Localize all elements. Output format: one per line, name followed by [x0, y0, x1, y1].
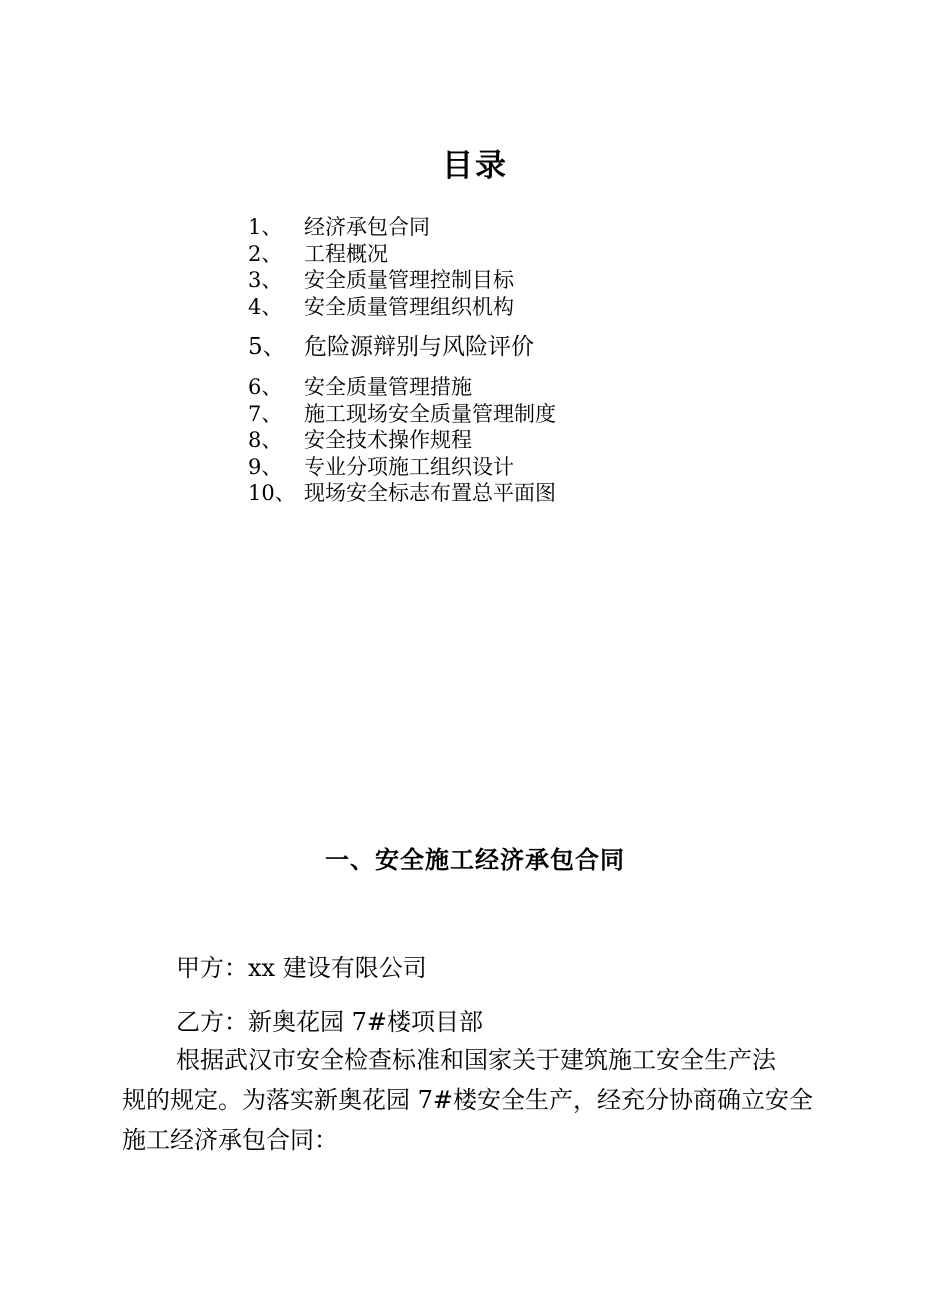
toc-item-number: 8、 [248, 428, 283, 452]
toc-item [248, 374, 556, 401]
toc-title: 目录 [442, 148, 508, 184]
toc-item-label: 经济承包合同 [304, 215, 430, 239]
toc-item-label: 安全质量管理控制目标 [304, 268, 514, 292]
toc-item [248, 241, 556, 268]
toc-list [248, 214, 556, 507]
toc-item-label: 工程概况 [304, 241, 388, 266]
toc-item-number: 9、 [248, 454, 283, 479]
toc-item [248, 294, 556, 321]
toc-item-label: 危险源辩别与风险评价 [304, 334, 534, 360]
section-title: 一、安全施工经济承包合同 [325, 846, 625, 874]
party-a-line: 甲方：xx 建设有限公司 [176, 954, 427, 982]
contract-paragraph [122, 1040, 852, 1160]
toc-item-label: 施工现场安全质量管理制度 [304, 401, 556, 426]
toc-item-number: 5、 [248, 334, 286, 360]
toc-item [248, 480, 556, 507]
toc-item-label: 专业分项施工组织设计 [304, 454, 514, 479]
toc-item-number: 4、 [248, 294, 283, 319]
party-b-line: 乙方：新奥花园 7#楼项目部 [176, 1008, 484, 1036]
paragraph-line: 根据武汉市安全检查标准和国家关于建筑施工安全生产法 [176, 1046, 776, 1074]
toc-item [248, 214, 556, 241]
toc-item-label: 安全质量管理组织机构 [304, 294, 514, 319]
toc-item [248, 401, 556, 428]
toc-item-number: 3、 [248, 268, 283, 292]
toc-item [248, 454, 556, 481]
toc-item-number: 1、 [248, 215, 283, 239]
toc-item-label: 安全技术操作规程 [304, 428, 472, 452]
toc-item-number: 10、 [248, 481, 296, 505]
toc-item [248, 320, 556, 374]
toc-item-number: 6、 [248, 375, 283, 399]
toc-item-number: 7、 [248, 401, 283, 426]
toc-item-label: 安全质量管理措施 [304, 375, 472, 399]
toc-item [248, 267, 556, 294]
toc-item-number: 2、 [248, 241, 283, 266]
paragraph-line: 施工经济承包合同： [122, 1126, 338, 1154]
toc-item [248, 427, 556, 454]
paragraph-line: 规的规定。为落实新奥花园 7#楼安全生产，经充分协商确立安全 [122, 1086, 814, 1114]
toc-item-label: 现场安全标志布置总平面图 [304, 481, 556, 505]
